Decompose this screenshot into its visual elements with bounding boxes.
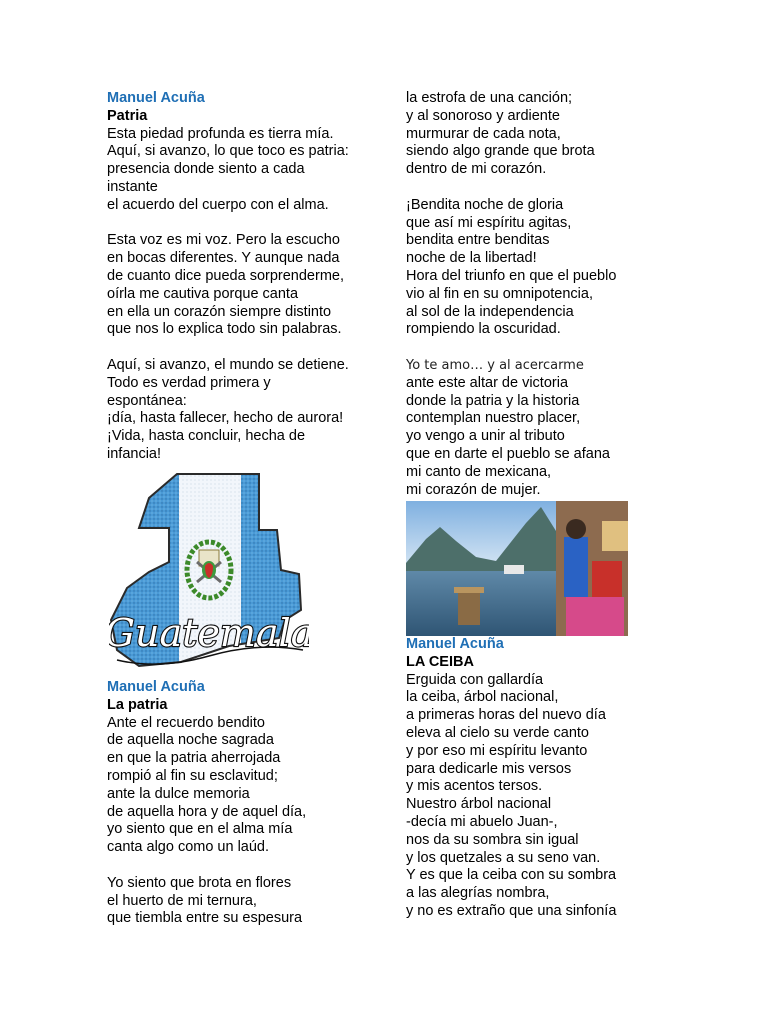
poem-line: espontánea: — [107, 392, 187, 409]
continuation-body-2 — [406, 375, 638, 500]
poem-line: bendita entre benditas — [406, 232, 550, 249]
stanza-gap — [107, 215, 369, 233]
poem-line: Esta piedad profunda es tierra mía. — [107, 125, 334, 142]
poem3-body — [406, 672, 638, 921]
poem-line: Erguida con gallardía — [406, 671, 544, 688]
poem2-body — [107, 715, 369, 929]
poem-line: y no es extraño que una sinfonía — [406, 902, 617, 919]
poem-line: Esta voz es mi voz. Pero la escucho — [107, 232, 340, 249]
poem-line: presencia donde siento a cada — [107, 161, 305, 178]
poem-line: que tiembla entre su espesura — [107, 910, 303, 927]
poem2-title: La patria — [107, 696, 168, 713]
poem-line: y mis acentos tersos. — [406, 778, 543, 795]
poem-line: la estrofa de una canción; — [406, 90, 573, 106]
poem-line: contemplan nuestro placer, — [406, 410, 581, 427]
poem-line: murmurar de cada nota, — [406, 125, 561, 142]
poem-line: Nuestro árbol nacional — [406, 796, 552, 813]
poem1-title: Patria — [107, 107, 148, 124]
poem-line: el huerto de mi ternura, — [107, 892, 257, 909]
poem-line: y los quetzales a su seno van. — [406, 849, 601, 866]
poem-line: ante la dulce memoria — [107, 785, 250, 802]
poem-line: mi corazón de mujer. — [406, 481, 541, 498]
poem-line: el acuerdo del cuerpo con el alma. — [107, 196, 329, 213]
poem-line: ¡día, hasta fallecer, hecho de aurora! — [107, 410, 344, 427]
guatemala-map-image — [109, 470, 309, 674]
poem-line: yo vengo a unir al tributo — [406, 428, 565, 445]
poem-line: de aquella hora y de aquel día, — [107, 803, 307, 820]
poem-line: para dedicarle mis versos — [406, 760, 572, 777]
poem1-body — [107, 126, 369, 464]
poem-line: en que la patria aherrojada — [107, 750, 281, 767]
poem-line: a las alegrías nombra, — [406, 885, 550, 902]
poem-line: Yo siento que brota en flores — [107, 874, 292, 891]
poem-line: nos da su sombra sin igual — [406, 831, 579, 848]
poem-line: y por eso mi espíritu levanto — [406, 742, 588, 759]
poem-line: siendo algo grande que brota — [406, 143, 595, 160]
right-column-top — [406, 90, 638, 499]
poem-line: oírla me cautiva porque canta — [107, 285, 299, 302]
stanza-gap — [107, 339, 369, 357]
poem-line: eleva al cielo su verde canto — [406, 724, 589, 741]
poem-line: noche de la libertad! — [406, 250, 537, 267]
poem-line: de cuanto dice pueda sorprenderme, — [107, 267, 344, 284]
poem-line: ante este altar de victoria — [406, 374, 569, 391]
poem2-author: Manuel Acuña — [107, 679, 205, 695]
poem-line: instante — [107, 178, 158, 195]
poem-line: rompió al fin su esclavitud; — [107, 767, 278, 784]
lake-atitlan-photo — [406, 501, 628, 636]
poem-line: -decía mi abuelo Juan-, — [406, 813, 558, 830]
right-column-bottom — [406, 636, 638, 921]
poem-line: Ante el recuerdo bendito — [107, 714, 265, 731]
poem-line: infancia! — [107, 445, 162, 462]
poem-line: que nos lo explica todo sin palabras. — [107, 321, 342, 338]
poem-line: Hora del triunfo en que el pueblo — [406, 267, 617, 284]
poem-line: Aquí, si avanzo, lo que toco es patria: — [107, 143, 349, 160]
poem-line: al sol de la independencia — [406, 303, 574, 320]
poem-line: Aquí, si avanzo, el mundo se detiene. — [107, 356, 349, 373]
poem-line: ¡Bendita noche de gloria — [406, 196, 564, 213]
poem3-title: LA CEIBA — [406, 653, 474, 670]
poem-line: canta algo como un laúd. — [107, 839, 270, 856]
poem3-author: Manuel Acuña — [406, 636, 504, 652]
poem-line: y al sonoroso y ardiente — [406, 107, 560, 124]
poem-line: yo siento que en el alma mía — [107, 821, 293, 838]
poem-line: donde la patria y la historia — [406, 392, 580, 409]
poem1-author: Manuel Acuña — [107, 90, 205, 106]
svg-text:Guatemala: Guatemala — [109, 611, 309, 655]
styled-line: Yo te amo… y al acercarme — [406, 357, 584, 373]
poem-line: dentro de mi corazón. — [406, 161, 547, 178]
left-column-bottom — [107, 679, 369, 928]
poem-line: a primeras horas del nuevo día — [406, 707, 606, 724]
continuation-body — [406, 90, 638, 357]
left-column-top — [107, 90, 369, 464]
stanza-gap — [406, 339, 638, 357]
poem-line: Y es que la ceiba con su sombra — [406, 867, 617, 884]
stanza-gap — [107, 857, 369, 875]
poem-line: de aquella noche sagrada — [107, 732, 274, 749]
poem-line: que así mi espíritu agitas, — [406, 214, 572, 231]
poem-line: que en darte el pueblo se afana — [406, 445, 610, 462]
poem-line: rompiendo la oscuridad. — [406, 321, 561, 338]
poem-line: en ella un corazón siempre distinto — [107, 303, 332, 320]
poem-line: ¡Vida, hasta concluir, hecha de — [107, 428, 306, 445]
poem-line: mi canto de mexicana, — [406, 463, 552, 480]
poem-line: Todo es verdad primera y — [107, 374, 271, 391]
poem-line: vio al fin en su omnipotencia, — [406, 285, 593, 302]
poem-line: en bocas diferentes. Y aunque nada — [107, 250, 340, 267]
poem-line: la ceiba, árbol nacional, — [406, 689, 559, 706]
stanza-gap — [406, 179, 638, 197]
